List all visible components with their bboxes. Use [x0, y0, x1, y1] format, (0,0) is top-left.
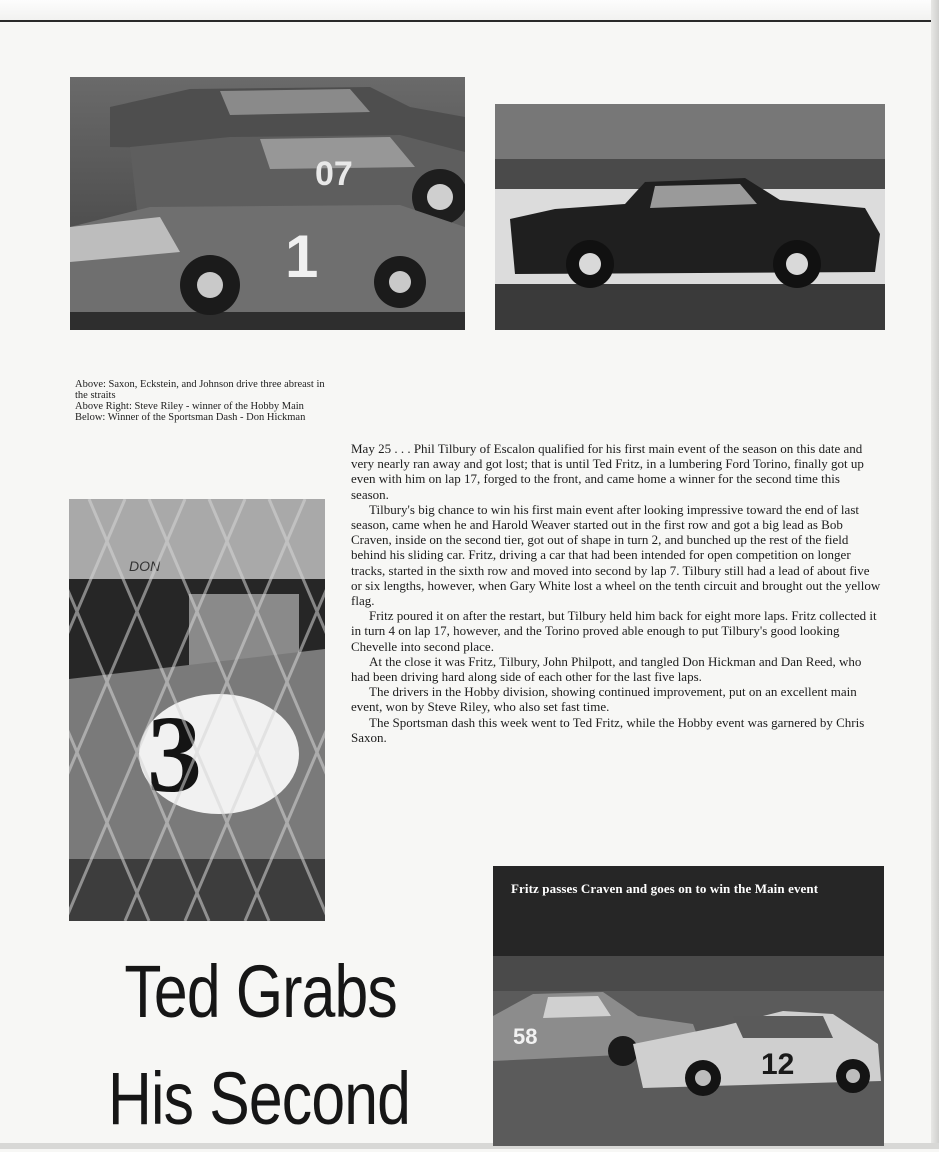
article-paragraph: Tilbury's big chance to win his first main event after looking impressive toward the end of last season, came when he and Harold Weaver started out in the first row and got a big lead as Bob Craven, inside on the second tier, got out of shape in turn 2, and bunched up the rest of the field behind his sliding car. Fritz, driving a car that had been intended for open competition on longer tracks, started in the sixth row and moved into second by lap 7. Tilbury still had a lead of about five or six lengths, however, when Gary White lost a wheel on the tenth circuit and brought out the yellow flag.	[351, 501, 881, 609]
caption-below: Below: Winner of the Sportsman Dash - Don Hickman	[75, 412, 306, 423]
article-paragraph: The Sportsman dash this week went to Ted Fritz, while the Hobby event was garnered by Chris Saxon.	[351, 714, 865, 745]
page-right-edge	[931, 0, 939, 1149]
photo-car-number-58: 58	[513, 1024, 538, 1049]
article-paragraph: May 25 . . . Phil Tilbury of Escalon qualified for his first main event of the season on this date and very nearly ran away and got lost; that is until Ted Fritz, in a lumbering Ford Torino, finally got up even with him on lap 17, forged to the front, and came home a winner for the second time this season.	[351, 441, 864, 502]
photo-car-number-07: 07	[315, 155, 353, 193]
article-paragraph: Fritz poured it on after the restart, but Tilbury held him back for eight more laps. Fritz collected it in turn 4 on lap 17, however, and the Torino proved able enough to put Tilbury's good looking Chevelle into second place.	[351, 608, 877, 654]
photo-car-number-12: 12	[761, 1048, 795, 1081]
photo-car-lettering: DON	[129, 558, 161, 574]
headline	[108, 938, 411, 1152]
article-body	[351, 441, 881, 745]
page-top-edge	[0, 0, 939, 22]
caption-above: Above: Saxon, Eckstein, and Johnson drive three abreast in the straits	[75, 379, 325, 401]
photo-car-number-3: 3	[147, 693, 202, 815]
photo-captions	[75, 379, 330, 423]
article-paragraph: The drivers in the Hobby division, showing continued improvement, put on an excellent main event, won by Steve Riley, who also set fast time.	[351, 684, 857, 715]
photo-three-abreast	[70, 77, 465, 330]
article-paragraph: At the close it was Fritz, Tilbury, John Philpott, and tangled Don Hickman and Dan Reed, who had been driving hard along side of each other for the last five laps.	[351, 653, 862, 685]
photo-don-hickman	[69, 499, 325, 921]
photo-car-number-1: 1	[285, 223, 319, 290]
photo-steve-riley	[495, 104, 885, 330]
photo-fritz-passes-craven	[493, 866, 884, 1146]
headline-line-2: His Second	[108, 1057, 411, 1140]
headline-line-1: Ted Grabs	[124, 950, 397, 1033]
caption-above-right: Above Right: Steve Riley - winner of the Hobby Main	[75, 401, 304, 412]
photo-overlay-caption: Fritz passes Craven and goes on to win the Main event	[511, 881, 819, 896]
